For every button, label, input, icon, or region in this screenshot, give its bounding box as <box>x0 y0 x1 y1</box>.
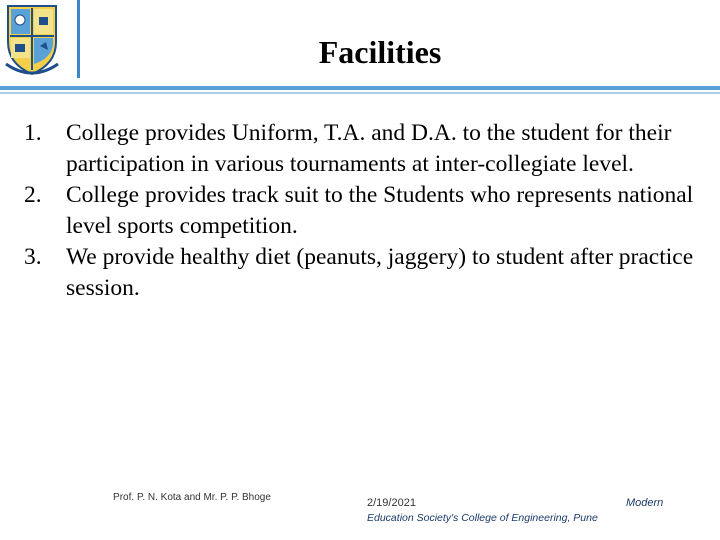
facilities-list <box>24 118 704 304</box>
list-item-number: 1. <box>24 120 42 146</box>
list-item <box>24 242 704 304</box>
header-rule-light <box>0 92 720 94</box>
list-item-text: College provides Uniform, T.A. and D.A. to the student for their participation in various tournaments at inter-collegiate level. <box>66 120 672 177</box>
list-item-number: 3. <box>24 244 42 270</box>
list-item <box>24 180 704 242</box>
list-item <box>24 118 704 180</box>
list-item-text: College provides track suit to the Students who represents national level sports competition. <box>66 182 694 239</box>
list-item-number: 2. <box>24 182 42 208</box>
college-crest-icon <box>2 2 62 78</box>
footer-institution-line2: Education Society's College of Engineering, Pune <box>367 512 598 524</box>
footer-institution-line1: Modern <box>626 497 664 509</box>
list-item-text: We provide healthy diet (peanuts, jaggery) to student after practice session. <box>66 244 694 301</box>
footer-author: Prof. P. N. Kota and Mr. P. P. Bhoge <box>113 492 271 503</box>
footer-date: 2/19/2021 <box>367 497 416 509</box>
header-rule <box>0 86 720 90</box>
page-title: Facilities <box>318 34 442 70</box>
header-accent-bar <box>77 0 80 78</box>
